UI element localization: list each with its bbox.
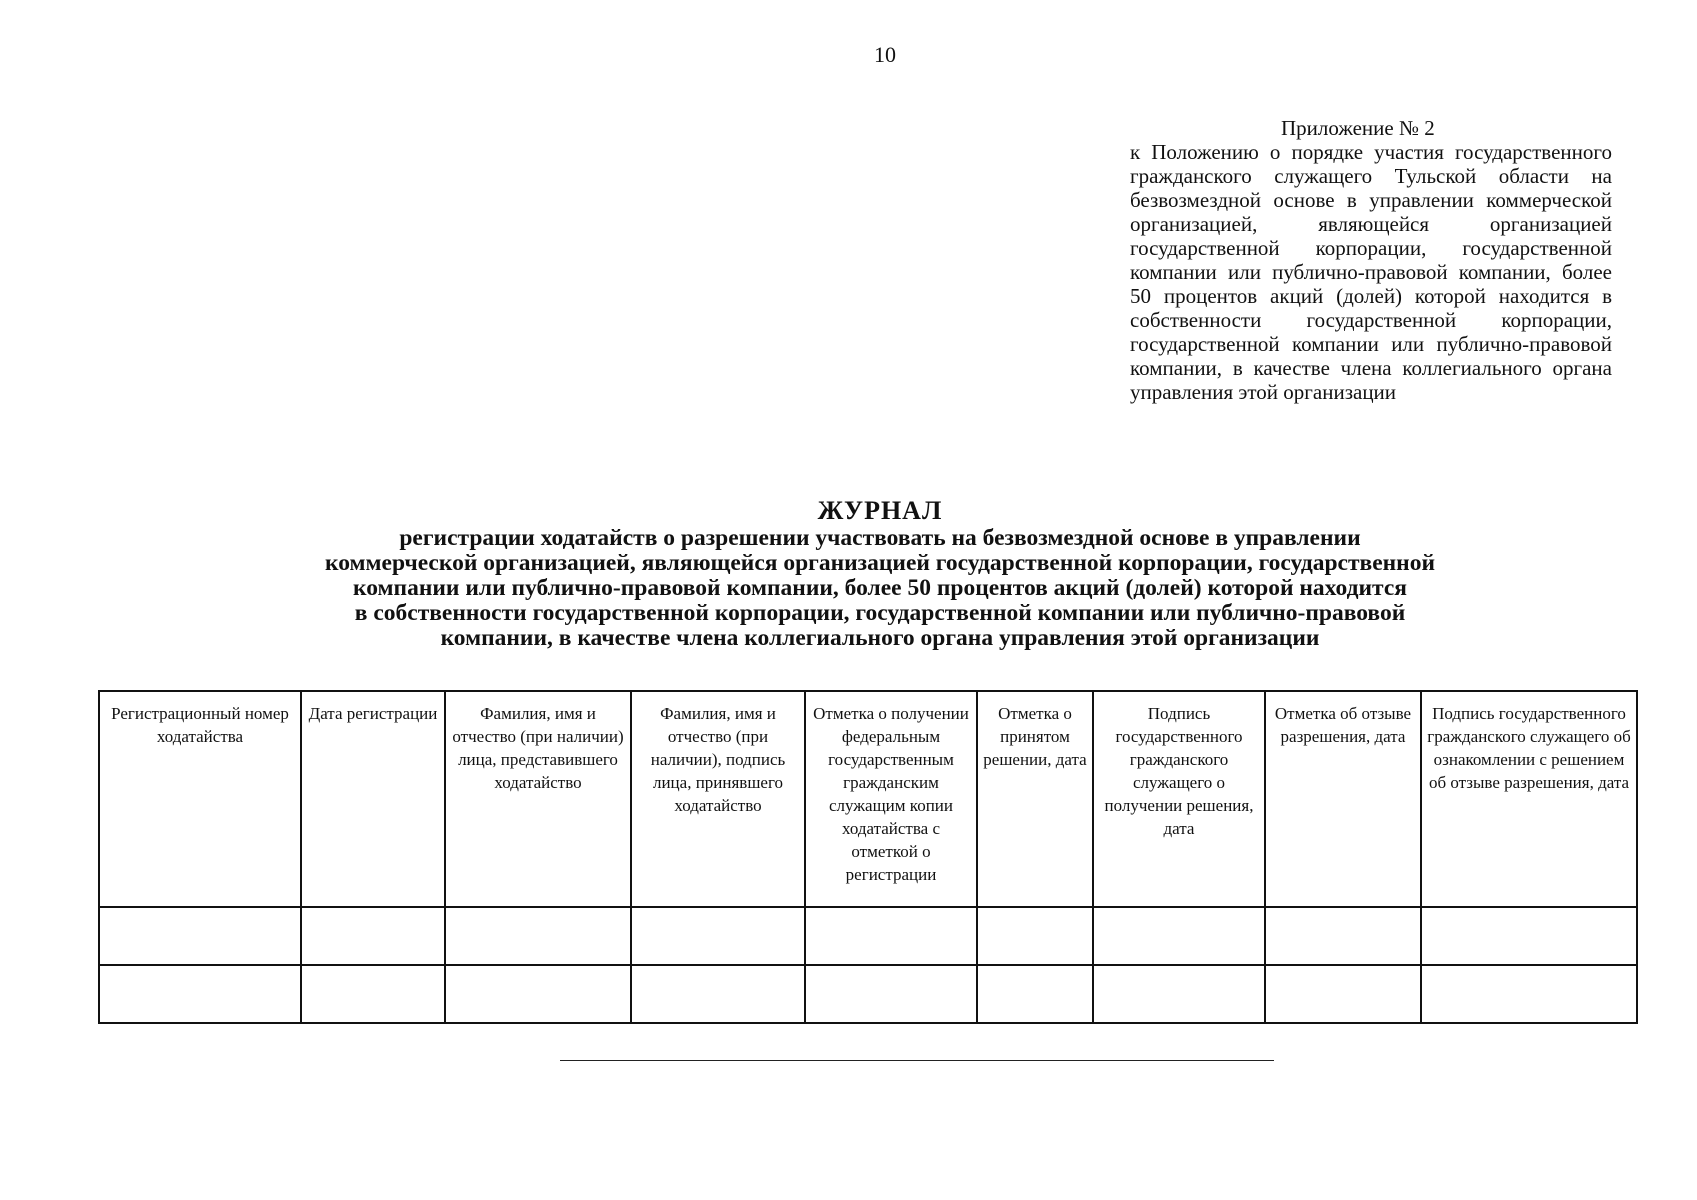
column-header: Отметка о получении федеральным государственным гражданским служащим копии ходатайства с отметкой о регистрации <box>805 691 977 907</box>
journal-subtitle-line: компании, в качестве члена коллегиального органа управления этой организации <box>440 625 1320 651</box>
journal-subtitle-line: в собственности государственной корпорации, государственной компании или публично-правовой <box>354 600 1406 626</box>
column-header: Фамилия, имя и отчество (при наличии), подпись лица, принявшего ходатайство <box>631 691 805 907</box>
appendix-title: Приложение № 2 <box>1281 116 1435 140</box>
journal-subtitle-line: коммерческой организацией, являющейся организацией государственной корпорации, государственной <box>325 550 1435 576</box>
table-row <box>99 965 1637 1023</box>
journal-title: ЖУРНАЛ <box>817 496 943 525</box>
table-cell <box>977 965 1093 1023</box>
column-header: Подпись государственного гражданского служащего об ознакомлении с решением об отзыве разрешения, дата <box>1421 691 1637 907</box>
table-cell <box>631 965 805 1023</box>
table-cell <box>631 907 805 965</box>
journal-subtitle-line: компании или публично-правовой компании, более 50 процентов акций (долей) которой находится <box>353 575 1407 601</box>
column-header: Регистрационный номер ходатайства <box>99 691 301 907</box>
table-cell <box>445 965 631 1023</box>
table-row <box>99 907 1637 965</box>
column-header: Фамилия, имя и отчество (при наличии) лица, представившего ходатайство <box>445 691 631 907</box>
table-cell <box>99 965 301 1023</box>
column-header: Отметка об отзыве разрешения, дата <box>1265 691 1421 907</box>
journal-heading <box>160 496 1600 651</box>
journal-subtitle <box>160 526 1600 651</box>
table-cell <box>805 907 977 965</box>
table-cell <box>1421 907 1637 965</box>
table-cell <box>1265 965 1421 1023</box>
table-header-row <box>99 691 1637 907</box>
table-cell <box>1265 907 1421 965</box>
column-header: Отметка о принятом решении, дата <box>977 691 1093 907</box>
appendix-text: к Положению о порядке участия государственного гражданского служащего Тульской области на безвозмездной основе в управлении коммерческой организацией, являющейся организацией государственной корпорации, государственной компании или публично-правовой компании, более 50 процентов акций (долей) которой находится в собственности государственной корпорации, государственной компании или публично-правовой компании, в качестве члена коллегиального органа управления этой организации <box>1130 140 1612 404</box>
page-number: 10 <box>874 42 896 67</box>
journal-subtitle-line: регистрации ходатайств о разрешении участвовать на безвозмездной основе в управлении <box>399 525 1361 551</box>
table-cell <box>977 907 1093 965</box>
table-cell <box>1421 965 1637 1023</box>
footer-divider <box>560 1060 1274 1061</box>
table-cell <box>99 907 301 965</box>
registration-table <box>98 690 1638 1024</box>
table-cell <box>445 907 631 965</box>
table-cell <box>301 965 445 1023</box>
column-header: Дата регистрации <box>301 691 445 907</box>
appendix-block <box>1130 116 1612 404</box>
table-cell <box>1093 965 1265 1023</box>
table-cell <box>805 965 977 1023</box>
table-cell <box>301 907 445 965</box>
column-header: Подпись государственного гражданского служащего о получении решения, дата <box>1093 691 1265 907</box>
table-cell <box>1093 907 1265 965</box>
